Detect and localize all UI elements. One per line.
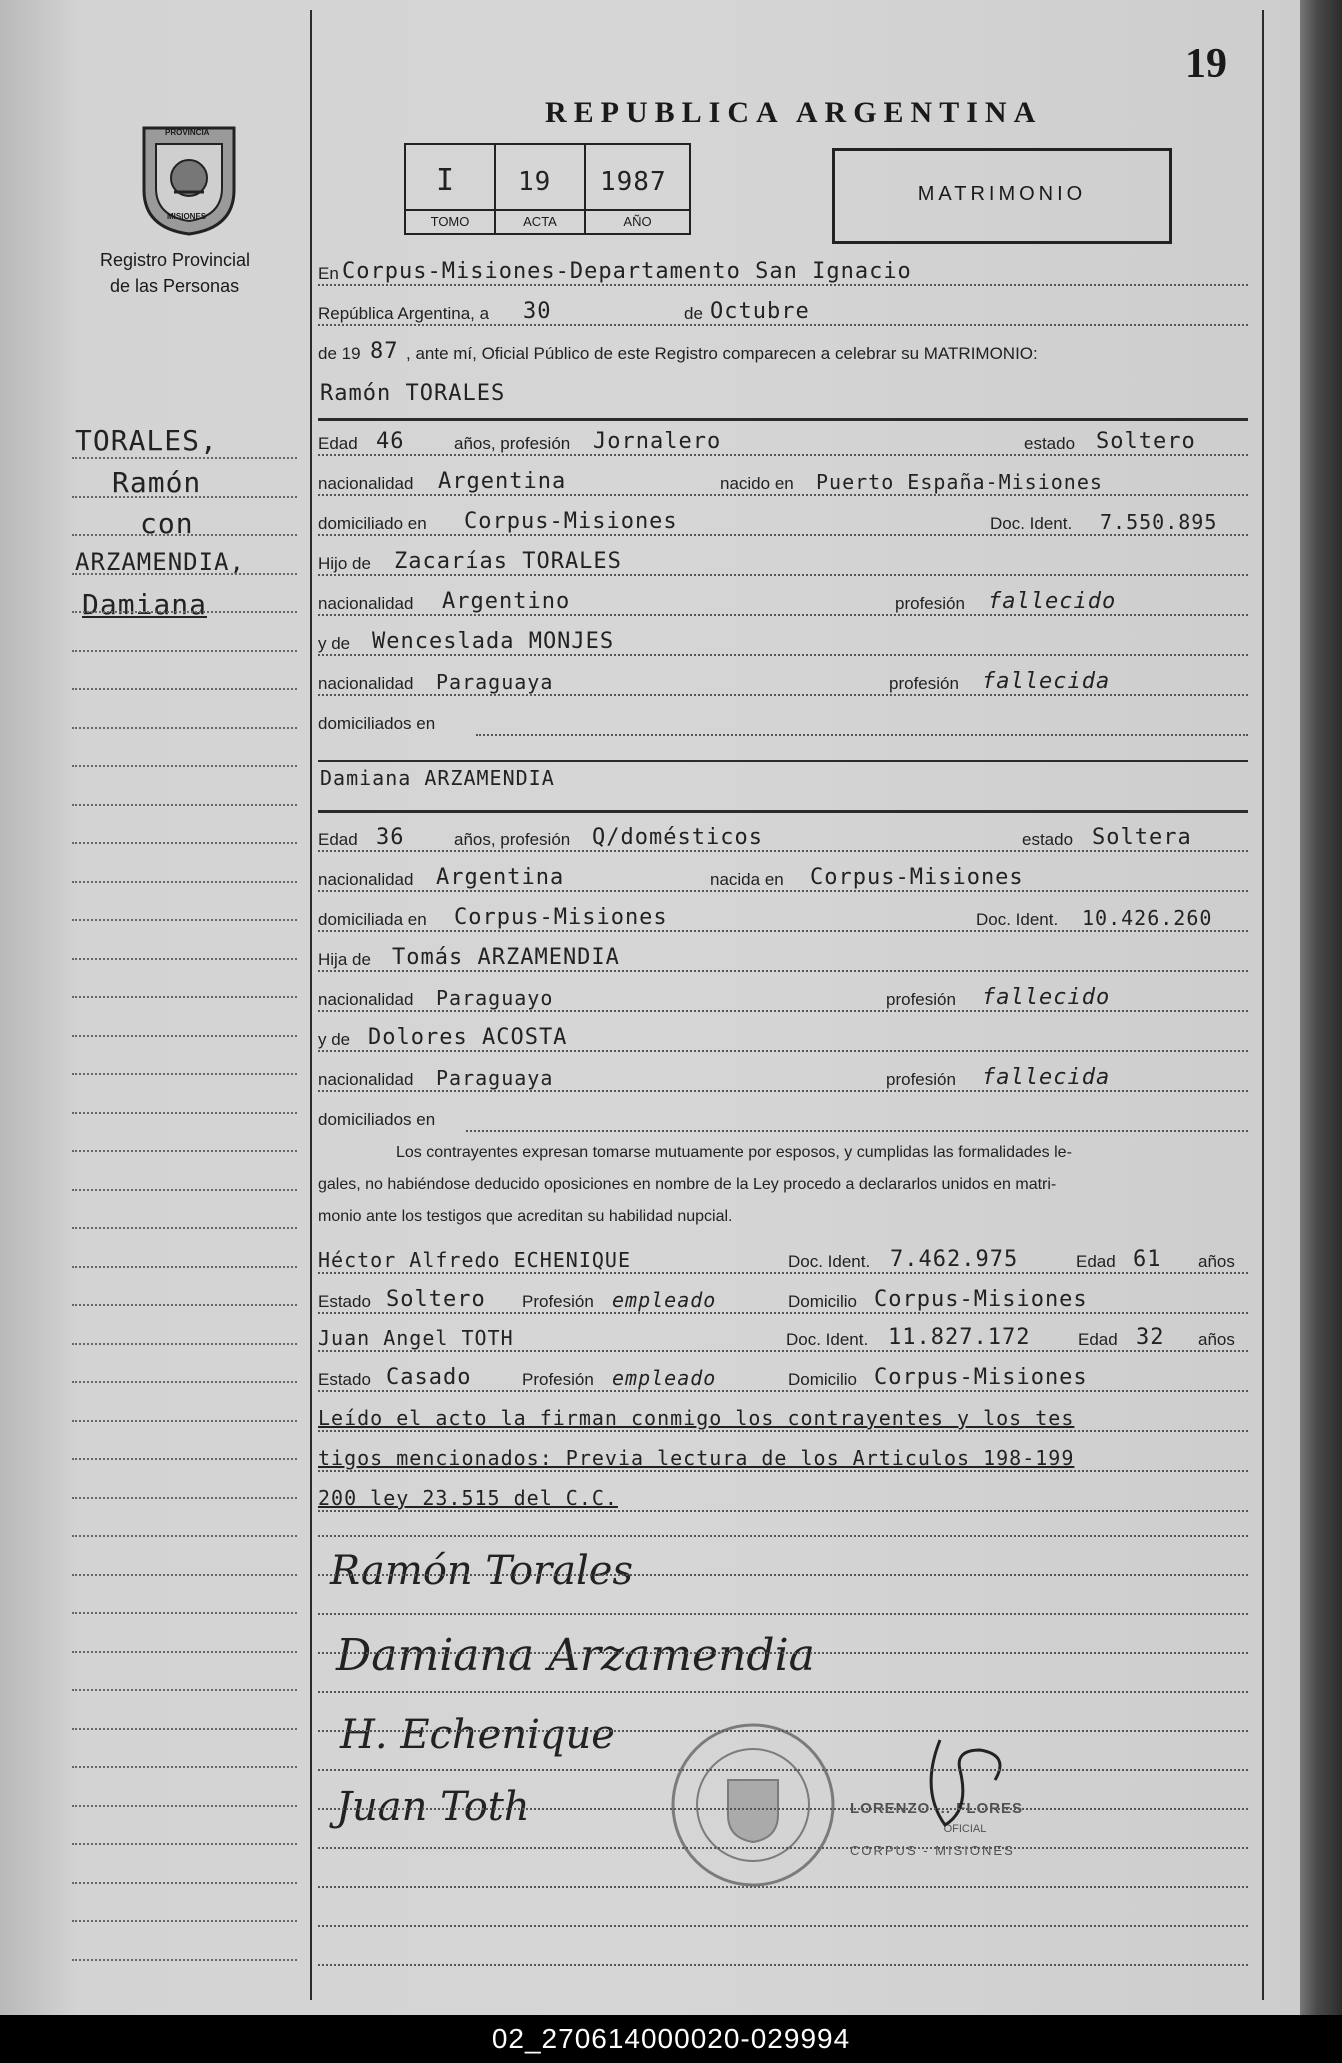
bride-top-separator: [318, 760, 1248, 762]
act-reference-box: [404, 143, 691, 235]
margin-ruled-line: [72, 957, 297, 960]
acta-value: 19: [518, 167, 552, 197]
margin-ruled-line: [72, 1072, 297, 1075]
signature-ruled-line: [318, 1847, 1248, 1849]
witness1-prof-label: Profesión: [522, 1292, 594, 1311]
signature-ruled-line: [318, 1808, 1248, 1810]
witness1-civil-state: Soltero: [386, 1287, 486, 1312]
groom-civil-state: Soltero: [1096, 429, 1196, 454]
margin-note-line1: TORALES,: [75, 424, 218, 457]
groom-prof-label: años, profesión: [454, 434, 571, 453]
bride-mother-prof-label: profesión: [886, 1070, 956, 1089]
year-prefix: de 19: [318, 344, 361, 363]
witness2-doc: 11.827.172: [888, 1325, 1031, 1350]
margin-ruled-line: [72, 803, 297, 806]
place-row: [318, 259, 1248, 290]
groom-signature: Ramón Torales: [330, 1548, 633, 1594]
margin-ruled-line: [72, 995, 297, 998]
groom-domicile-row: [318, 509, 1248, 540]
margin-ruled-line: [72, 1881, 297, 1884]
bride-age: 36: [376, 825, 405, 850]
margin-ruled-line: [72, 687, 297, 690]
signature-ruled-line: [318, 1652, 1248, 1654]
witness1-doc-label: Doc. Ident.: [788, 1252, 871, 1271]
margin-ruled-line: [72, 1380, 297, 1383]
seal-bottom-text: MISIONES: [167, 212, 207, 221]
witness2-edad-label: Edad: [1078, 1330, 1118, 1349]
margin-ruled-line: [72, 726, 297, 729]
witness2-anios-label: años: [1198, 1330, 1235, 1349]
witness2-profession: empleado: [612, 1366, 717, 1390]
closing-line2: [318, 1470, 1248, 1472]
bride-parents-dom-line: [466, 1130, 1248, 1132]
bride-father-row: [318, 945, 1248, 976]
witness1-details-row: [318, 1287, 1248, 1318]
groom-name-separator: [318, 418, 1248, 421]
groom-born-place: Puerto España-Misiones: [816, 470, 1103, 494]
margin-ruled-line: [72, 495, 297, 498]
groom-profession: Jornalero: [593, 429, 722, 454]
margin-note-line2: Ramón: [112, 466, 202, 499]
groom-parents-dom-row: [318, 712, 1248, 740]
margin-divider-left: [310, 10, 312, 2000]
witness2-domicile: Corpus-Misiones: [874, 1365, 1088, 1390]
witness1-details-line: [318, 1312, 1248, 1314]
groom-born-label: nacido en: [720, 474, 794, 493]
witness2-prof-label: Profesión: [522, 1370, 594, 1389]
margin-ruled-line: [72, 610, 297, 613]
country-heading: REPUBLICA ARGENTINA: [545, 96, 1043, 129]
archive-id: 02_270614000020-029994: [0, 2015, 1342, 2063]
bride-prof-label: años, profesión: [454, 830, 571, 849]
margin-ruled-line: [72, 918, 297, 921]
groom-father-nationality: Argentino: [442, 589, 571, 614]
groom-father-nat-line: [318, 614, 1248, 616]
closing-line3: [318, 1510, 1248, 1512]
place-value: Corpus-Misiones-Departamento San Ignacio: [342, 259, 912, 284]
groom-father-nat-row: [318, 589, 1248, 620]
bride-mother: Dolores ACOSTA: [368, 1025, 568, 1050]
bride-mother-line: [318, 1050, 1248, 1052]
bride-father-nac-label: nacionalidad: [318, 990, 414, 1009]
margin-ruled-line: [72, 764, 297, 767]
margin-note-line4: ARZAMENDIA,: [75, 548, 245, 576]
tomo-cell: [406, 145, 496, 233]
margin-ruled-line: [72, 1111, 297, 1114]
groom-age-line: [318, 454, 1248, 456]
bride-name-row: [318, 768, 1248, 796]
bride-doc-label: Doc. Ident.: [976, 910, 1059, 929]
closing-line1: [318, 1430, 1248, 1432]
margin-ruled-line: [72, 1496, 297, 1499]
closing-text1: Leído el acto la firman conmigo los contrayentes y los tes: [318, 1406, 1075, 1430]
book-spine: [1300, 0, 1342, 2015]
bride-nationality: Argentina: [436, 865, 565, 890]
margin-ruled-line: [72, 1727, 297, 1730]
bride-hija-label: Hija de: [318, 950, 371, 969]
witness2-dom-label: Domicilio: [788, 1370, 857, 1389]
appearance-statement: , ante mí, Oficial Público de este Registro comparecen a celebrar su MATRIMONIO:: [406, 344, 1038, 363]
bride-nac-label: nacionalidad: [318, 870, 414, 889]
witness1-edad-label: Edad: [1076, 1252, 1116, 1271]
witness1-line: [318, 1272, 1248, 1274]
bride-born-label: nacida en: [710, 870, 784, 889]
bride-domicile-line: [318, 930, 1248, 932]
groom-father: Zacarías TORALES: [394, 549, 622, 574]
bride-dom-label: domiciliada en: [318, 910, 427, 929]
day-value: 30: [523, 299, 552, 324]
groom-mother-nat-row: [318, 669, 1248, 700]
groom-estado-label: estado: [1024, 434, 1076, 453]
groom-domicile-line: [318, 534, 1248, 536]
official-stamp-place: CORPUS - MISIONES: [850, 1843, 1015, 1858]
margin-ruled-line: [72, 880, 297, 883]
margin-ruled-line: [72, 572, 297, 575]
witness1-name: Héctor Alfredo ECHENIQUE: [318, 1248, 631, 1272]
margin-ruled-line: [72, 1688, 297, 1691]
margin-ruled-line: [72, 1149, 297, 1152]
republica-label: República Argentina, a: [318, 304, 490, 323]
margin-ruled-line: [72, 1419, 297, 1422]
margin-ruled-line: [72, 1303, 297, 1306]
groom-mother-nat-line: [318, 694, 1248, 696]
margin-ruled-line: [72, 1958, 297, 1961]
signature-ruled-line: [318, 1613, 1248, 1615]
groom-name-row: [318, 381, 1248, 412]
groom-mother-nac-label: nacionalidad: [318, 674, 414, 693]
official-stamp-name: LORENZO ... FLORES: [850, 1800, 1024, 1817]
bride-age-row: [318, 825, 1248, 856]
margin-ruled-line: [72, 1534, 297, 1537]
bride-mother-nac-label: nacionalidad: [318, 1070, 414, 1089]
bride-parents-dom-row: [318, 1108, 1248, 1136]
official-signature-icon: [900, 1730, 1030, 1840]
groom-father-nac-label: nacionalidad: [318, 594, 414, 613]
bride-mother-row: [318, 1025, 1248, 1056]
margin-note-line3: con: [140, 507, 194, 540]
closing-row1: [318, 1408, 1248, 1436]
margin-ruled-line: [72, 1611, 297, 1614]
signature-ruled-line: [318, 1925, 1248, 1927]
acta-cell: [496, 145, 586, 233]
bride-father-nat-row: [318, 985, 1248, 1016]
bride-domicile-row: [318, 905, 1248, 936]
signature-ruled-line: [318, 1535, 1248, 1537]
bride-civil-state: Soltera: [1092, 825, 1192, 850]
margin-ruled-line: [72, 1457, 297, 1460]
margin-ruled-line: [72, 1342, 297, 1345]
groom-mother-profession: fallecida: [982, 669, 1111, 694]
signature-ruled-line: [318, 1730, 1248, 1732]
witness1-estado-label: Estado: [318, 1292, 371, 1311]
closing-text2: tigos mencionados: Previa lectura de los Articulos 198-199: [318, 1446, 1075, 1470]
groom-nationality: Argentina: [438, 469, 567, 494]
margin-ruled-line: [72, 841, 297, 844]
acta-label: ACTA: [496, 209, 584, 233]
month-de-label: de: [684, 304, 703, 323]
bride-father-prof-label: profesión: [886, 990, 956, 1009]
margin-ruled-line: [72, 1188, 297, 1191]
witness2-details-line: [318, 1390, 1248, 1392]
declaration-line1: Los contrayentes expresan tomarse mutuamente por esposos, y cumplidas las formalidades le-: [396, 1144, 1072, 1161]
groom-nationality-line: [318, 494, 1248, 496]
month-value: Octubre: [710, 299, 810, 324]
bride-age-line: [318, 850, 1248, 852]
margin-ruled-line: [72, 1034, 297, 1037]
groom-mother-line: [318, 654, 1248, 656]
place-line: [318, 284, 1248, 286]
margin-ruled-line: [72, 1226, 297, 1229]
margin-ruled-line: [72, 1842, 297, 1845]
witness2-age: 32: [1136, 1325, 1165, 1350]
witness1-row: [318, 1247, 1248, 1278]
witness1-anios-label: años: [1198, 1252, 1235, 1271]
bride-profession: Q/domésticos: [592, 825, 763, 850]
official-stamp-title: OFICIAL: [943, 1823, 987, 1835]
witness1-profession: empleado: [612, 1288, 717, 1312]
bride-parents-dom-label: domiciliados en: [318, 1110, 436, 1129]
groom-father-line: [318, 574, 1248, 576]
tomo-label: TOMO: [406, 209, 494, 233]
bride-mother-nat-line: [318, 1090, 1248, 1092]
closing-row3: [318, 1488, 1248, 1516]
closing-row2: [318, 1448, 1248, 1476]
groom-father-profession: fallecido: [988, 589, 1117, 614]
anio-cell: [586, 145, 689, 233]
bride-domicile: Corpus-Misiones: [454, 905, 668, 930]
bride-edad-label: Edad: [318, 830, 358, 849]
groom-age: 46: [376, 429, 405, 454]
bride-name-separator: [318, 810, 1248, 813]
groom-parents-dom-label: domiciliados en: [318, 714, 436, 733]
date-line: [318, 324, 1248, 326]
witness2-name: Juan Angel TOTH: [318, 1326, 514, 1350]
signature-ruled-line: [318, 1691, 1248, 1693]
witness1-doc: 7.462.975: [890, 1247, 1019, 1272]
declaration-line3: monio ante los testigos que acreditan su habilidad nupcial.: [318, 1208, 733, 1225]
groom-mother-row: [318, 629, 1248, 660]
signature-ruled-line: [318, 1964, 1248, 1966]
bride-born-place: Corpus-Misiones: [810, 865, 1024, 890]
en-label: En: [318, 264, 339, 283]
act-type-label: MATRIMONIO: [917, 183, 1087, 205]
witness2-details-row: [318, 1365, 1248, 1396]
anio-label: AÑO: [586, 209, 689, 233]
closing-text3: 200 ley 23.515 del C.C.: [318, 1486, 618, 1510]
bride-mother-nat-row: [318, 1065, 1248, 1096]
margin-ruled-line: [72, 456, 297, 459]
groom-father-prof-label: profesión: [895, 594, 965, 613]
groom-edad-label: Edad: [318, 434, 358, 453]
groom-domicile: Corpus-Misiones: [464, 509, 678, 534]
margin-ruled-line: [72, 1804, 297, 1807]
signature-ruled-line: [318, 1769, 1248, 1771]
margin-ruled-line: [72, 649, 297, 652]
groom-mother-nationality: Paraguaya: [436, 670, 554, 694]
groom-y-de-label: y de: [318, 634, 351, 653]
date-row: [318, 299, 1248, 330]
signature-ruled-line: [318, 1886, 1248, 1888]
signature-ruled-line: [318, 1574, 1248, 1576]
groom-father-row: [318, 549, 1248, 580]
groom-doc: 7.550.895: [1100, 510, 1218, 534]
groom-doc-label: Doc. Ident.: [990, 514, 1073, 533]
bride-estado-label: estado: [1022, 830, 1074, 849]
witness2-estado-label: Estado: [318, 1370, 371, 1389]
bride-doc: 10.426.260: [1082, 906, 1213, 930]
anio-value: 1987: [600, 167, 667, 197]
year-row: [318, 339, 1248, 370]
act-type-box: [832, 148, 1172, 244]
seal-top-text: PROVINCIA: [165, 128, 210, 137]
groom-nationality-row: [318, 469, 1248, 500]
bride-father-line: [318, 970, 1248, 972]
witness1-dom-label: Domicilio: [788, 1292, 857, 1311]
bride-y-de-label: y de: [318, 1030, 351, 1049]
groom-age-row: [318, 429, 1248, 460]
groom-name: Ramón TORALES: [320, 381, 506, 406]
bride-father-profession: fallecido: [982, 985, 1111, 1010]
margin-note-line5: Damiana: [82, 588, 208, 621]
margin-ruled-line: [72, 533, 297, 536]
margin-ruled-line: [72, 1573, 297, 1576]
witness2-signature: Juan Toth: [336, 1784, 530, 1830]
witness2-line: [318, 1350, 1248, 1352]
groom-parents-dom-line: [476, 734, 1248, 736]
witness2-doc-label: Doc. Ident.: [786, 1330, 869, 1349]
groom-dom-label: domiciliado en: [318, 514, 427, 533]
year-value: 87: [370, 339, 399, 364]
bride-father: Tomás ARZAMENDIA: [392, 945, 620, 970]
margin-ruled-line: [72, 1919, 297, 1922]
groom-mother: Wenceslada MONJES: [372, 629, 615, 654]
bride-signature: Damiana Arzamendia: [336, 1630, 815, 1681]
bride-mother-nationality: Paraguaya: [436, 1066, 554, 1090]
witness1-domicile: Corpus-Misiones: [874, 1287, 1088, 1312]
bride-father-nationality: Paraguayo: [436, 986, 554, 1010]
bride-nationality-row: [318, 865, 1248, 896]
groom-mother-prof-label: profesión: [889, 674, 959, 693]
margin-divider-right: [1262, 10, 1264, 2000]
bride-name: Damiana ARZAMENDIA: [320, 766, 555, 790]
groom-hijo-label: Hijo de: [318, 554, 371, 573]
declaration-line2: gales, no habiéndose deducido oposiciones en nombre de la Ley procedo a declararlos unidos en matri-: [318, 1176, 1057, 1193]
registry-name-line1: Registro Provincial: [100, 250, 251, 270]
bride-mother-profession: fallecida: [982, 1065, 1111, 1090]
page-number: 19: [1185, 41, 1227, 87]
margin-ruled-line: [72, 1650, 297, 1653]
bride-nationality-line: [318, 890, 1248, 892]
tomo-value: I: [436, 163, 456, 198]
margin-ruled-line: [72, 1765, 297, 1768]
groom-nac-label: nacionalidad: [318, 474, 414, 493]
registry-name-line2: de las Personas: [110, 276, 240, 296]
witness2-row: [318, 1325, 1248, 1356]
witness1-age: 61: [1133, 1247, 1162, 1272]
witness2-civil-state: Casado: [386, 1365, 472, 1390]
bride-father-nat-line: [318, 1010, 1248, 1012]
witness1-signature: H. Echenique: [340, 1712, 615, 1758]
registry-round-stamp-icon: [668, 1720, 838, 1890]
margin-ruled-line: [72, 1265, 297, 1268]
